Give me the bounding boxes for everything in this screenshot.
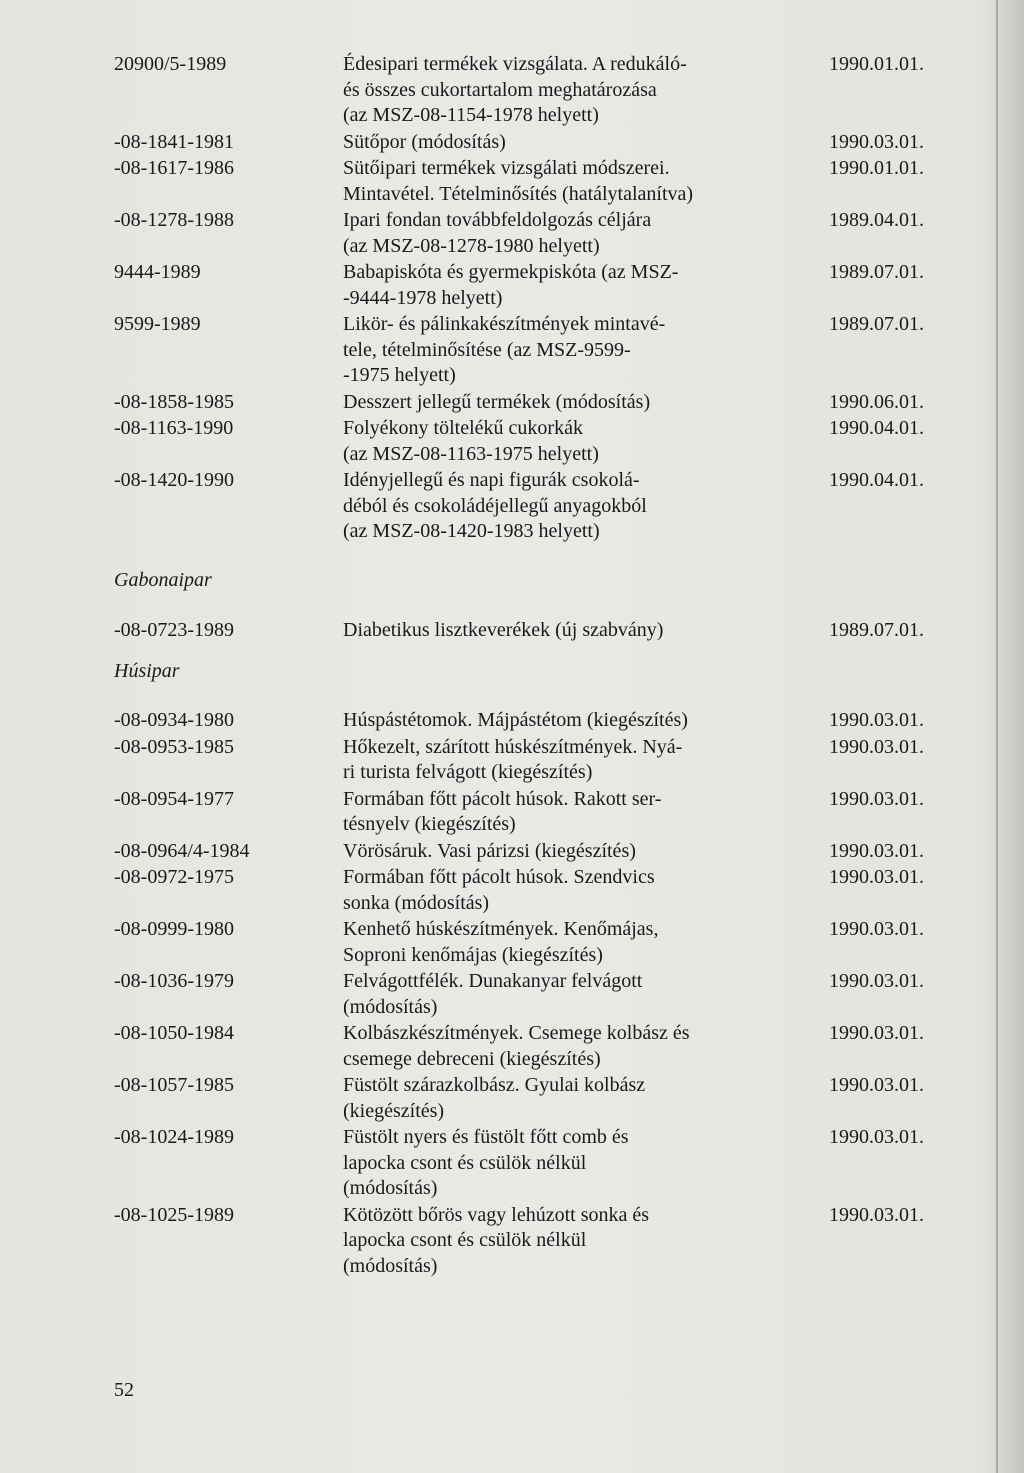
effective-date: 1990.03.01. [829, 866, 924, 888]
standard-description: Hőkezelt, szárított húskészítmények. Nyá- ri turista felvágott (kiegészítés) [343, 735, 683, 783]
standard-code: -08-1050-1984 [114, 1022, 234, 1044]
standard-description: Desszert jellegű termékek (módosítás) [343, 390, 651, 413]
standard-description: Húspástétomok. Májpástétom (kiegészítés) [343, 709, 688, 731]
table-row [114, 156, 964, 207]
standard-code: -08-1617-1986 [114, 157, 234, 179]
effective-date: 1990.03.01. [829, 1074, 924, 1096]
standard-description: Ipari fondan továbbfeldolgozás céljára (az MSZ-08-1278-1980 helyett) [343, 209, 652, 257]
section-heading: Húsipar [114, 660, 180, 682]
standard-code: -08-0964/4-1984 [114, 839, 250, 862]
table-row [114, 1203, 964, 1280]
standard-code: 9599-1989 [114, 313, 201, 335]
effective-date: 1989.07.01. [829, 313, 924, 335]
standard-description: Vörösáruk. Vasi párizsi (kiegészítés) [343, 839, 636, 862]
standard-description: Füstölt szárazkolbász. Gyulai kolbász (kiegészítés) [343, 1074, 646, 1122]
standard-code: -08-1163-1990 [114, 417, 234, 439]
standard-code: -08-0934-1980 [114, 709, 234, 731]
standard-description: Kötözött bőrös vagy lehúzott sonka és lapocka csont és csülök nélkül (módosítás) [343, 1203, 650, 1277]
table-row [114, 468, 964, 545]
standard-description: Diabetikus lisztkeverékek (új szabvány) [343, 618, 664, 641]
effective-date: 1990.01.01. [829, 53, 924, 75]
standard-description: Folyékony töltelékű cukorkák (az MSZ-08-1163-1975 helyett) [343, 417, 599, 465]
standard-description: Sütőipari termékek vizsgálati módszerei. Mintavétel. Tételminősítés (hatálytalanítva) [343, 157, 694, 205]
table-row [114, 1125, 964, 1202]
effective-date: 1989.07.01. [829, 618, 924, 641]
table-row [114, 416, 964, 467]
table-row [114, 52, 964, 129]
effective-date: 1990.06.01. [829, 390, 924, 413]
standard-description: Felvágottfélék. Dunakanyar felvágott (módosítás) [343, 970, 643, 1018]
standard-description: Likör- és pálinkakészítmények mintavé- tele, tételminősítése (az MSZ-9599- -1975 helyett) [343, 313, 666, 386]
standard-description: Édesipari termékek vizsgálata. A redukáló- és összes cukortartalom meghatározása (az MSZ-08-1154-1978 helyett) [343, 53, 687, 126]
standard-code: -08-0972-1975 [114, 866, 234, 888]
table-row [114, 735, 964, 786]
table-row [114, 839, 964, 865]
table-row [114, 865, 964, 916]
standard-code: -08-0999-1980 [114, 918, 234, 940]
standard-code: -08-1858-1985 [114, 390, 234, 413]
standard-code: -08-0953-1985 [114, 735, 234, 758]
effective-date: 1990.03.01. [829, 970, 924, 992]
table-row [114, 1073, 964, 1124]
section-heading: Gabonaipar [114, 568, 212, 591]
standard-code: -08-1036-1979 [114, 970, 234, 992]
standard-description: Formában főtt pácolt húsok. Szendvics sonka (módosítás) [343, 866, 655, 914]
standard-description: Idényjellegű és napi figurák csokolá- déból és csokoládéjellegű anyagokból (az MSZ-08-1420-1983 helyett) [343, 469, 647, 542]
table-row [114, 1021, 964, 1072]
effective-date: 1990.03.01. [829, 709, 924, 731]
standard-code: -08-1278-1988 [114, 209, 234, 231]
standard-code: -08-1420-1990 [114, 469, 234, 491]
effective-date: 1990.04.01. [829, 417, 924, 439]
table-row [114, 787, 964, 838]
table-row [114, 917, 964, 968]
effective-date: 1989.07.01. [829, 261, 924, 283]
standard-code: 20900/5-1989 [114, 53, 227, 75]
table-row [114, 969, 964, 1020]
effective-date: 1990.03.01. [829, 735, 924, 758]
standard-description: Babapiskóta és gyermekpiskóta (az MSZ- -9444-1978 helyett) [343, 261, 679, 309]
effective-date: 1990.03.01. [829, 1022, 924, 1044]
standards-list [114, 52, 964, 1280]
effective-date: 1990.03.01. [829, 839, 924, 862]
standard-description: Kenhető húskészítmények. Kenőmájas, Soproni kenőmájas (kiegészítés) [343, 918, 659, 966]
effective-date: 1990.01.01. [829, 157, 924, 179]
effective-date: 1990.03.01. [829, 787, 924, 810]
standard-description: Formában főtt pácolt húsok. Rakott ser- tésnyelv (kiegészítés) [343, 787, 662, 835]
effective-date: 1990.03.01. [829, 1203, 924, 1226]
table-row [114, 708, 964, 734]
effective-date: 1989.04.01. [829, 209, 924, 231]
standard-description: Füstölt nyers és füstölt főtt comb és lapocka csont és csülök nélkül (módosítás) [343, 1126, 629, 1199]
standard-code: -08-1841-1981 [114, 130, 234, 153]
table-row [114, 260, 964, 311]
effective-date: 1990.03.01. [829, 1126, 924, 1148]
standard-description: Kolbászkészítmények. Csemege kolbász és csemege debreceni (kiegészítés) [343, 1022, 690, 1070]
table-row [114, 130, 964, 156]
effective-date: 1990.03.01. [829, 918, 924, 940]
table-row [114, 390, 964, 416]
table-row [114, 618, 964, 644]
standard-code: -08-0954-1977 [114, 787, 234, 810]
effective-date: 1990.04.01. [829, 469, 924, 491]
standard-code: 9444-1989 [114, 261, 201, 283]
page-edge-shadow [984, 0, 1024, 1473]
standard-description: Sütőpor (módosítás) [343, 130, 506, 153]
page-number: 52 [114, 1379, 134, 1401]
table-row [114, 312, 964, 389]
standard-code: -08-1024-1989 [114, 1126, 234, 1148]
standard-code: -08-0723-1989 [114, 618, 234, 641]
table-row [114, 208, 964, 259]
standard-code: -08-1025-1989 [114, 1203, 234, 1226]
effective-date: 1990.03.01. [829, 130, 924, 153]
standard-code: -08-1057-1985 [114, 1074, 234, 1096]
